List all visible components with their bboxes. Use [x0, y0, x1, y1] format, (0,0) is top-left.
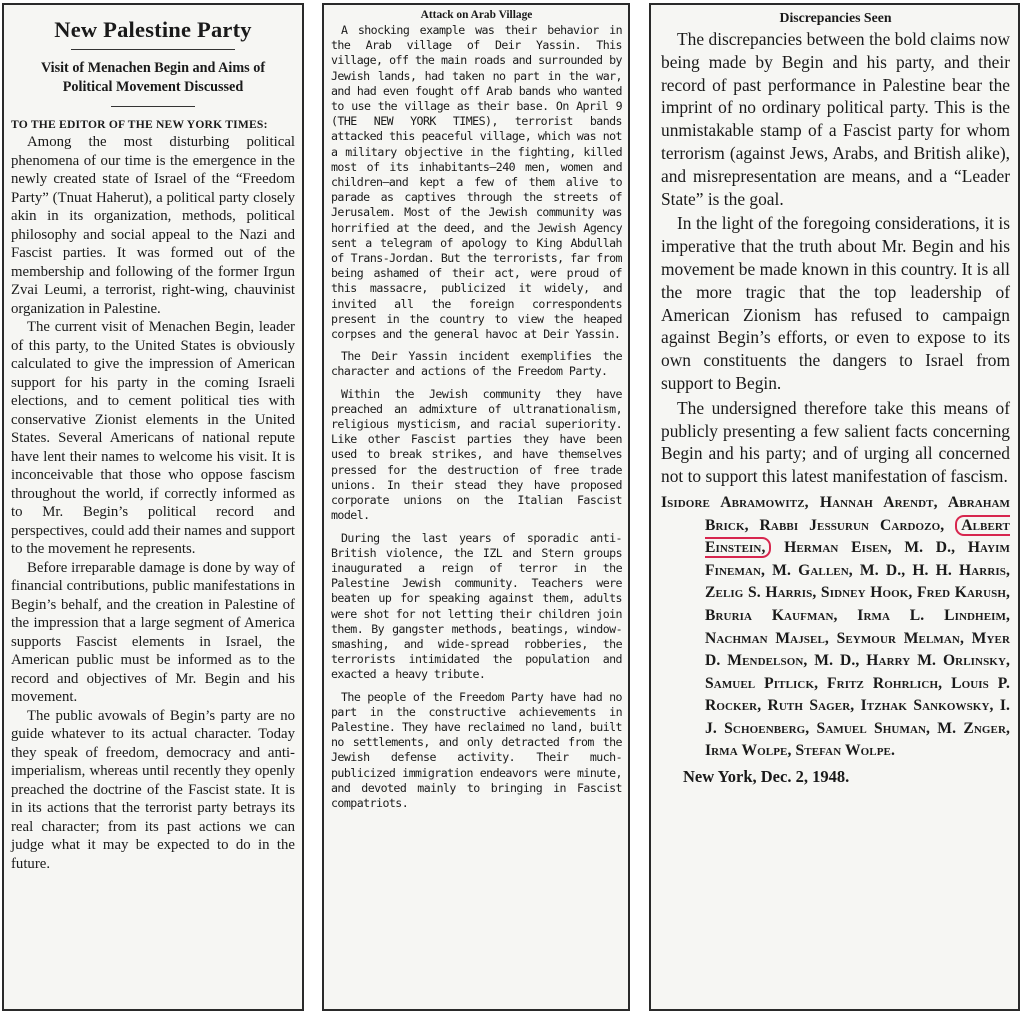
highlighted-name: Albert Einstein,: [705, 516, 1010, 557]
divider: [111, 106, 195, 107]
paragraph: During the last years of sporadic anti-British violence, the IZL and Stern groups inaugurated a reign of terror in the Palestine Jewish community. Teachers were beaten up for speaking against them, adults were shot for not letting their children join them. By gangster methods, beatings, window-smashing, and wide-spread robberies, the terrorists intimidated the population and exacted a heavy tribute.: [331, 530, 622, 682]
headline: New Palestine Party: [54, 17, 252, 42]
signers-text: Herman Eisen, M. D., Hayim Fineman, M. Gallen, M. D., H. H. Harris, Zelig S. Harris, Sidney Hook, Fred Karush, Bruria Kaufman, Irma L. Lindheim, Nachman Majsel, Seymour Melman, Myer D. Mendelson, M. D., Harry M. Orlinsky, Samuel Pitlick, Fritz Rohrlich, Louis P. Rocker, Ruth Sager, Itzhak Sankowsky, I. J. Schoenberg, Samuel Shuman, M. Znger, Irma Wolpe, Stefan Wolpe.: [705, 539, 1010, 760]
column-middle: [322, 3, 630, 1011]
signers-text: Isidore Abramowitz, Hannah Arendt, Abraham Brick, Rabbi Jessurun Cardozo,: [661, 493, 1010, 534]
paragraph: The current visit of Menachen Begin, leader of this party, to the United States is obviously calculated to give the impression of American support for his party in the coming Israeli elections, and to cement political ties with conservative Zionist elements in the United States. Several Americans of national repute have lent their names to welcome his visit. It is inconceivable that those who oppose fascism throughout the world, if correctly informed as to Mr. Begin’s political record and perspectives, could add their names and support to the movement he represents.: [11, 319, 295, 557]
column-right: [649, 3, 1020, 1011]
paragraph: The people of the Freedom Party have had no part in the constructive achievements in Palestine. They have reclaimed no land, built no settlements, and only detracted from the Jewish defense activity. Their much-publicized immigration endeavors were minute, and devoted mainly to bringing in Fascist compatriots.: [331, 689, 622, 810]
section-heading: Attack on Arab Village: [420, 9, 533, 21]
column-left: [2, 3, 304, 1011]
salutation: TO THE EDITOR OF THE NEW YORK TIMES:: [11, 118, 268, 131]
paragraph: A shocking example was their behavior in the Arab village of Deir Yassin. This village, off the main roads and surrounded by Jewish lands, had taken no part in the war, and had even fought off Arab bands who wanted to use the village as their base. On April 9 (THE NEW YORK TIMES), terrorist bands attacked this peaceful village, which was not a military objective in the fighting, killed most of its inhabitants—240 men, women and children—and kept a few of them alive to parade as captives through the streets of Jerusalem. Most of the Jewish community was horrified at the deed, and the Jewish Agency sent a telegram of apology to King Abdullah of Trans-Jordan. But the terrorists, far from being ashamed of their act, were proud of this massacre, publicized it widely, and invited all the foreign correspondents present in the country to view the heaped corpses and the general havoc at Deir Yassin.: [331, 23, 622, 342]
paragraph: The discrepancies between the bold claims now being made by Begin and his party, and their record of past performance in Palestine bear the imprint of no ordinary political party. This is the unmistakable stamp of a Fascist party for whom terrorism (against Jews, Arabs, and British alike), and misrepresentation are means, and a “Leader State” is the goal.: [661, 29, 1010, 209]
paragraph: The Deir Yassin incident exemplifies the character and actions of the Freedom Party.: [331, 349, 622, 379]
paragraph: In the light of the foregoing considerations, it is imperative that the truth about Mr. Begin and his movement be made known in this country. It is all the more tragic that the top leadership of American Zionism has refused to campaign against Begin’s efforts, or even to expose to its own constituents the dangers to Israel from support to Begin.: [661, 213, 1010, 393]
subhead-line: Visit of Menachen Begin and Aims of: [40, 60, 266, 76]
subheadline: [11, 59, 295, 97]
paragraph: Before irreparable damage is done by way of financial contributions, public manifestations in Begin’s behalf, and the creation in Palestine of the impression that a large segment of America supports Fascist elements in Israel, the American public must be informed as to the record and objectives of Mr. Begin and his movement.: [11, 559, 295, 705]
subhead-line: Political Movement Discussed: [62, 79, 244, 95]
paragraph: The undersigned therefore take this means of publicly presenting a few salient facts concerning Begin and his party; and of urging all concerned not to support this latest manifestation of fascism.: [661, 397, 1010, 487]
paragraph: Among the most disturbing political phenomena of our time is the emergence in the newly created state of Israel of the “Freedom Party” (Tnuat Haherut), a political party closely akin in its organization, methods, political philosophy and social appeal to the Nazi and Fascist parties. It was formed out of the membership and following of the former Irgun Zvai Leumi, a terrorist, right-wing, chauvinist organization in Palestine.: [11, 134, 295, 317]
section-heading: Discrepancies Seen: [779, 10, 892, 25]
paragraph: The public avowals of Begin’s party are no guide whatever to its actual character. Today they speak of freedom, democracy and anti-imperialism, whereas until recently they openly preached the doctrine of the Fascist state. It is in its actions that the terrorist party betrays its real character; from its past actions we can judge what it may be expected to do in the future.: [11, 707, 295, 872]
dateline: New York, Dec. 2, 1948.: [683, 767, 850, 787]
signatories-list: [661, 492, 1010, 763]
divider: [71, 49, 235, 50]
paragraph: Within the Jewish community they have preached an admixture of ultranationalism, religious mysticism, and racial superiority. Like other Fascist parties they have been used to break strikes, and have themselves pressed for the destruction of free trade unions. In their stead they have proposed corporate unions on the Italian Fascist model.: [331, 386, 622, 523]
